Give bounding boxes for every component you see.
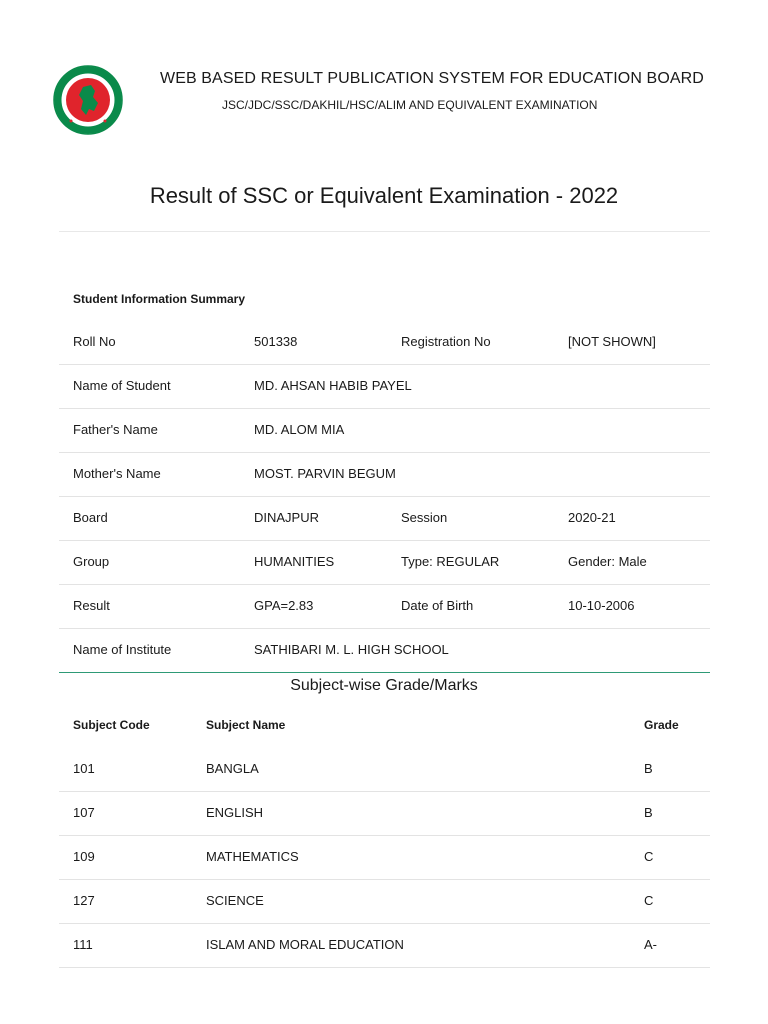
info-value: MD. AHSAN HABIB PAYEL (254, 378, 412, 393)
info-row (59, 497, 710, 541)
info-value: GPA=2.83 (254, 598, 314, 613)
subject-grade: B (644, 805, 653, 820)
subject-code: 107 (73, 805, 95, 820)
info-row (59, 585, 710, 629)
info-row (59, 629, 710, 673)
info-label: Name of Student (73, 378, 171, 393)
title-divider (59, 231, 710, 232)
info-label: Result (73, 598, 110, 613)
column-header: Grade (644, 718, 679, 732)
info-value: [NOT SHOWN] (568, 334, 656, 349)
subject-row (59, 792, 710, 836)
column-header: Subject Code (73, 718, 150, 732)
info-value: MD. ALOM MIA (254, 422, 345, 437)
subject-grade-caption: Subject-wise Grade/Marks (290, 677, 478, 694)
info-value: Gender: Male (568, 554, 647, 569)
subject-grade: C (644, 849, 654, 864)
subject-grade: C (644, 893, 654, 908)
subject-row (59, 836, 710, 880)
subject-grade: B (644, 761, 653, 776)
info-row (59, 453, 710, 497)
info-row (59, 541, 710, 585)
subject-code: 111 (73, 937, 93, 952)
info-value: MOST. PARVIN BEGUM (254, 466, 396, 481)
info-label: Roll No (73, 334, 116, 349)
info-label: Mother's Name (73, 466, 161, 481)
student-info-caption: Student Information Summary (73, 292, 246, 306)
column-header: Subject Name (206, 718, 286, 732)
info-value: 501338 (254, 334, 298, 349)
info-label: Name of Institute (73, 642, 172, 657)
info-label: Session (401, 510, 448, 525)
subject-grade-table (59, 705, 710, 968)
info-label: Type: REGULAR (401, 554, 500, 569)
info-value: 10-10-2006 (568, 598, 635, 613)
subject-name: ISLAM AND MORAL EDUCATION (206, 937, 404, 952)
info-value: DINAJPUR (254, 510, 320, 525)
system-title: WEB BASED RESULT PUBLICATION SYSTEM FOR EDUCATION BOARD (160, 70, 704, 87)
subject-code: 101 (73, 761, 95, 776)
subject-row (59, 924, 710, 968)
page-title: Result of SSC or Equivalent Examination - 2022 (149, 183, 619, 208)
system-subtitle: JSC/JDC/SSC/DAKHIL/HSC/ALIM AND EQUIVALENT EXAMINATION (222, 98, 598, 112)
info-label: Father's Name (73, 422, 158, 437)
subject-table-header (59, 705, 710, 748)
page-header (0, 0, 768, 140)
subject-name: ENGLISH (206, 805, 264, 820)
info-row (59, 321, 710, 365)
info-label: Board (73, 510, 108, 525)
info-value: SATHIBARI M. L. HIGH SCHOOL (254, 642, 449, 657)
subject-grade: A- (644, 937, 657, 952)
subject-name: SCIENCE (206, 893, 264, 908)
subject-row (59, 880, 710, 924)
info-value: 2020-21 (568, 510, 616, 525)
info-label: Registration No (401, 334, 491, 349)
info-row (59, 365, 710, 409)
subject-code: 127 (73, 893, 95, 908)
info-row (59, 409, 710, 453)
info-label: Group (73, 554, 110, 569)
subject-name: MATHEMATICS (206, 849, 299, 864)
info-value: HUMANITIES (254, 554, 335, 569)
government-seal-icon (53, 65, 123, 135)
subject-row (59, 748, 710, 792)
subject-code: 109 (73, 849, 95, 864)
info-label: Date of Birth (401, 598, 474, 613)
student-info-table (59, 321, 710, 673)
subject-name: BANGLA (206, 761, 259, 776)
